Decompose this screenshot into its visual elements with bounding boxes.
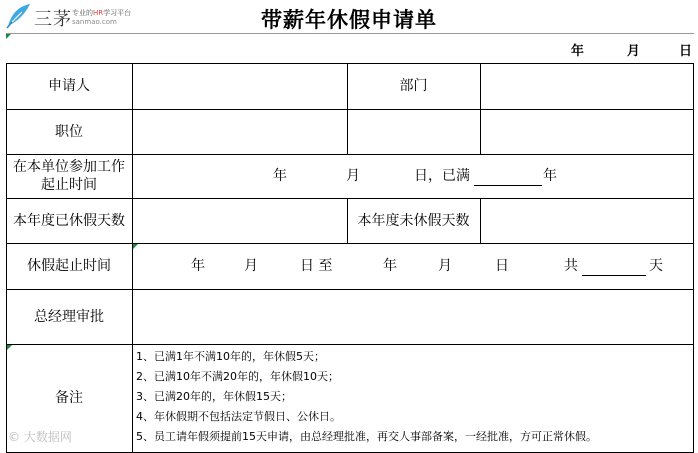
leave-period-field[interactable]	[133, 243, 693, 289]
leave-start-month: 月	[244, 258, 258, 274]
work-period-year: 年	[273, 168, 287, 184]
work-period-suffix: 年	[543, 168, 557, 184]
remark-item: 3、已满20年的，年休假15天；	[136, 390, 292, 403]
leave-end-month: 月	[438, 258, 452, 274]
leave-period-label: 休假起止时间	[27, 258, 111, 274]
work-period-day: 日，已满	[414, 168, 470, 184]
date-line	[571, 40, 692, 59]
applicant-field[interactable]	[133, 63, 347, 109]
leave-total-unit: 天	[649, 258, 663, 274]
position-label: 职位	[55, 123, 83, 140]
position-field[interactable]	[133, 109, 347, 154]
used-days-field[interactable]	[133, 198, 347, 243]
leave-application-form	[6, 63, 694, 453]
leave-total-label: 共	[564, 258, 578, 274]
approval-field[interactable]	[133, 289, 693, 344]
department-label: 部门	[399, 78, 428, 94]
work-period-field[interactable]	[133, 154, 693, 198]
logo-tagline: 专业的HR学习平台	[72, 9, 132, 17]
work-period-month: 月	[346, 168, 360, 184]
work-period-label-line1: 在本单位参加工作	[13, 159, 125, 175]
work-period-label	[6, 154, 132, 198]
remarks-label: 备注	[55, 390, 83, 406]
applicant-label: 申请人	[48, 78, 90, 94]
logo-brand: 三茅	[34, 9, 72, 30]
leave-start-day: 日 至	[300, 258, 333, 274]
position-extra-field-2[interactable]	[481, 109, 693, 154]
used-days-label: 本年度已休假天数	[13, 212, 125, 229]
unused-days-label: 本年度未休假天数	[357, 212, 470, 229]
date-month: 月	[626, 44, 640, 59]
unused-days-field[interactable]	[481, 198, 693, 243]
leave-end-day: 日	[495, 258, 509, 274]
watermark-icon: ©	[8, 430, 20, 444]
department-field[interactable]	[481, 63, 693, 109]
approval-label: 总经理审批	[34, 308, 104, 325]
leave-start-year: 年	[191, 258, 205, 274]
date-day: 日	[678, 44, 692, 59]
remark-item: 1、已满1年不满10年的，年休假5天；	[136, 350, 325, 363]
position-extra-field[interactable]	[348, 109, 480, 154]
logo-site: sanmao.com	[72, 18, 117, 26]
remarks-list	[136, 347, 691, 447]
leave-end-year: 年	[383, 258, 397, 274]
watermark: © 大数据网	[8, 430, 72, 444]
leave-total-blank[interactable]	[582, 261, 646, 276]
page-title: 带薪年休假申请单	[261, 8, 437, 32]
remark-item: 2、已满10年不满20年的，年休假10天；	[136, 370, 339, 383]
remark-item: 4、年休假期不包括法定节假日、公休日。	[136, 410, 341, 423]
work-period-label-line2: 起止时间	[41, 177, 97, 193]
remark-item: 5、员工请年假须提前15天申请，由总经理批准，再交人事部备案，一经批准，方可正常休假。	[136, 430, 597, 443]
date-year: 年	[570, 44, 584, 59]
work-years-blank[interactable]	[474, 171, 542, 186]
